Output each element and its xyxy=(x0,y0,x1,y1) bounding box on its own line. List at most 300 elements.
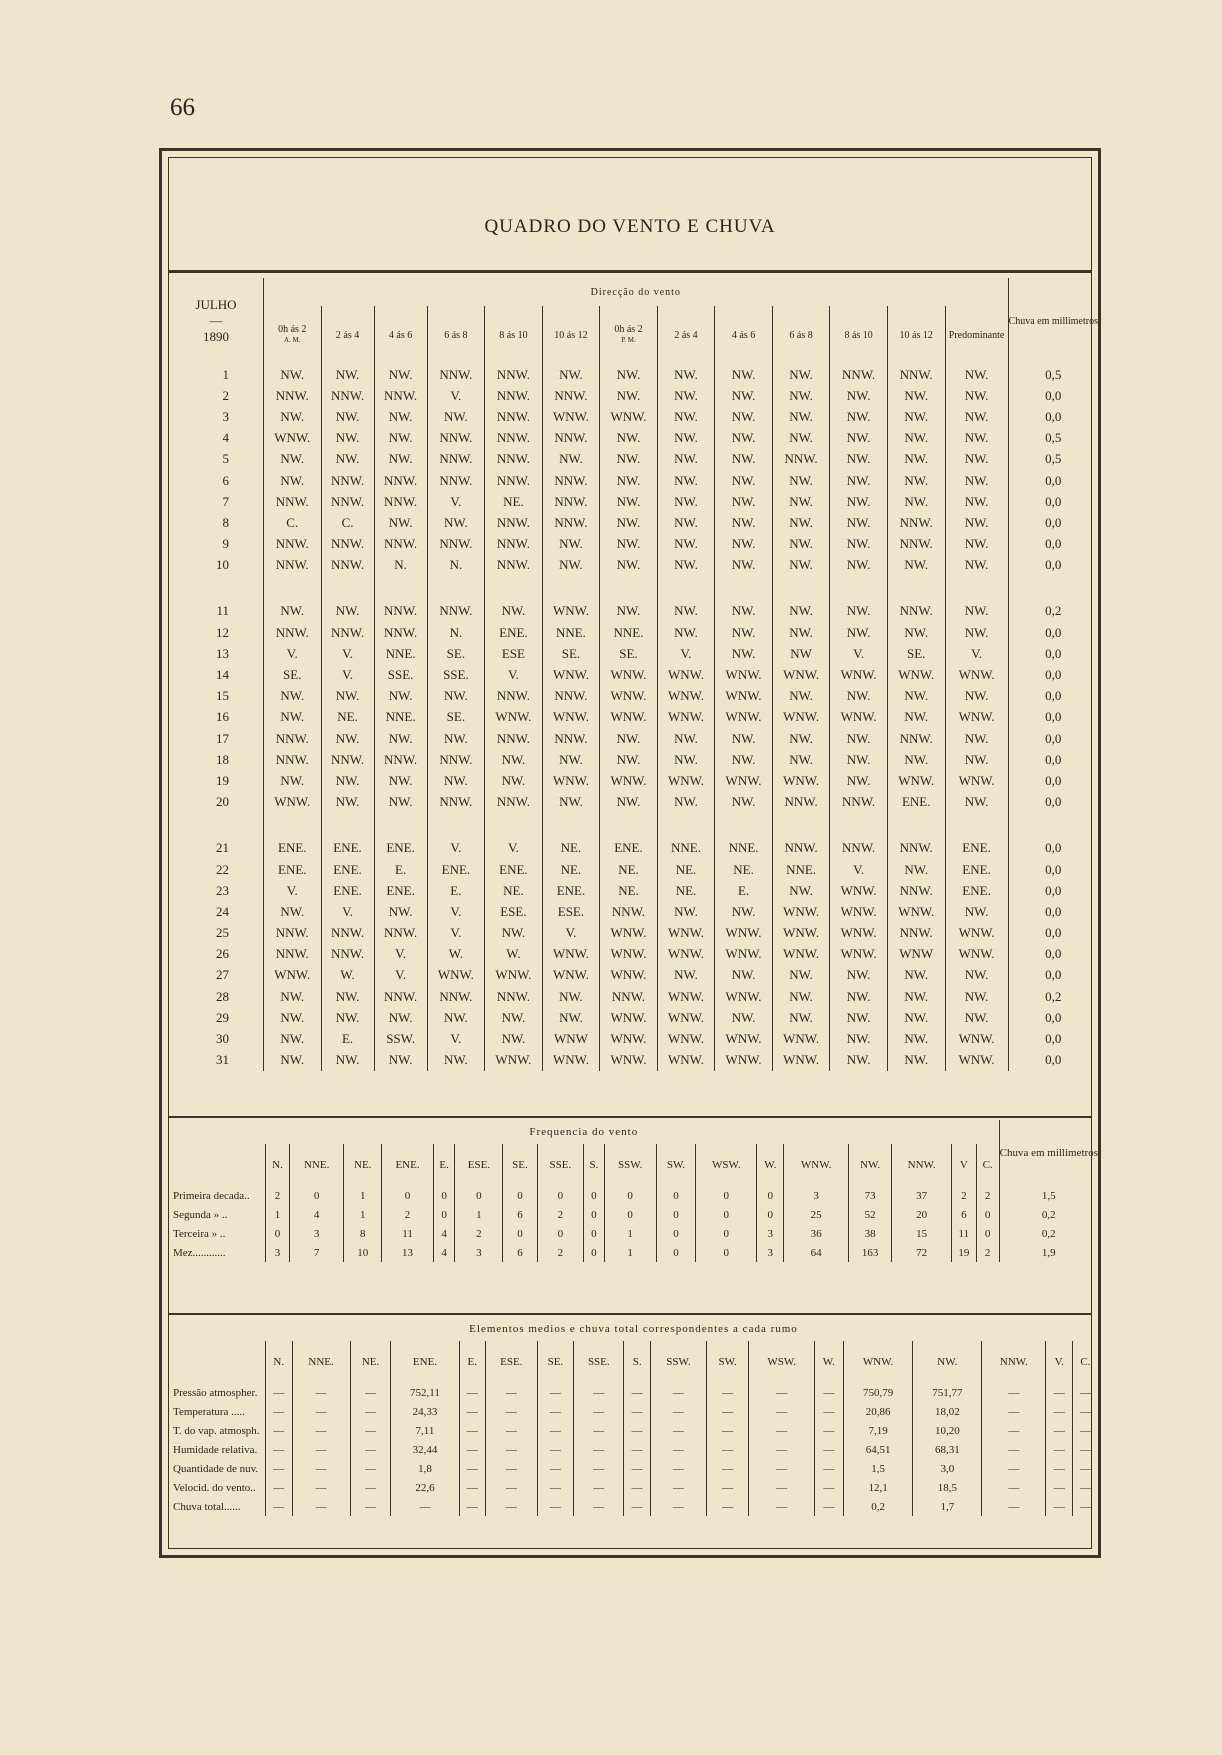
rain-cell: 0,0 xyxy=(1008,944,1098,965)
wind-cell: WNW. xyxy=(830,880,888,901)
wind-cell: NW. xyxy=(264,470,322,491)
element-cell: — xyxy=(292,1497,350,1516)
wind-cell: NW. xyxy=(772,512,830,533)
element-cell: — xyxy=(459,1402,486,1421)
freq-cell: 0 xyxy=(537,1224,584,1243)
wind-cell: NNE. xyxy=(715,838,773,859)
wind-cell: NW. xyxy=(374,1050,427,1071)
freq-cell: 0 xyxy=(656,1205,696,1224)
wind-cell: NW. xyxy=(772,728,830,749)
element-cell: — xyxy=(292,1478,350,1497)
table-row xyxy=(169,986,1098,1007)
element-cell: — xyxy=(650,1497,706,1516)
wind-cell: V. xyxy=(321,664,374,685)
direction-col-header: NE. xyxy=(350,1341,391,1383)
wind-cell: WNW. xyxy=(485,707,543,728)
element-cell: — xyxy=(706,1497,749,1516)
wind-cell: NW. xyxy=(542,534,600,555)
element-cell: — xyxy=(574,1478,624,1497)
wind-cell: WNW. xyxy=(542,707,600,728)
wind-cell: WNW. xyxy=(715,770,773,791)
table-row xyxy=(169,385,1098,406)
freq-cell: 6 xyxy=(503,1205,537,1224)
time-col-header xyxy=(600,306,658,364)
wind-cell: NW. xyxy=(427,770,485,791)
time-col-label: 2 ás 4 xyxy=(674,329,698,341)
wind-cell: NW. xyxy=(657,449,715,470)
wind-cell: V. xyxy=(830,859,888,880)
wind-cell: NW. xyxy=(264,406,322,427)
freq-cell: 0 xyxy=(656,1243,696,1262)
element-cell: — xyxy=(814,1421,843,1440)
wind-cell: NNW. xyxy=(485,449,543,470)
rain-cell: 0,5 xyxy=(1008,364,1098,385)
wind-cell: NW. xyxy=(374,686,427,707)
rain-cell: 0,0 xyxy=(1008,643,1098,664)
wind-cell: NNW. xyxy=(374,601,427,622)
wind-cell: NNW. xyxy=(321,923,374,944)
month-header: JULHO — 1890 xyxy=(195,297,237,344)
element-cell: — xyxy=(266,1421,293,1440)
divider xyxy=(169,270,1091,273)
wind-cell: NW. xyxy=(374,406,427,427)
wind-cell: NW. xyxy=(374,901,427,922)
wind-cell: NNW. xyxy=(427,986,485,1007)
wind-cell: WNW. xyxy=(657,770,715,791)
time-col-label: 4 ás 6 xyxy=(731,329,756,341)
element-cell: — xyxy=(624,1383,651,1402)
table-row xyxy=(169,965,1098,986)
wind-cell: NW xyxy=(772,643,830,664)
day-cell: 14 xyxy=(216,667,229,683)
wind-cell: NW. xyxy=(887,1028,945,1049)
wind-cell: WNW. xyxy=(830,901,888,922)
wind-cell: NNW. xyxy=(772,792,830,813)
wind-cell: NNW. xyxy=(542,512,600,533)
element-cell: — xyxy=(574,1383,624,1402)
wind-cell: NNW. xyxy=(321,385,374,406)
wind-cell: NNW. xyxy=(264,491,322,512)
wind-cell: NW. xyxy=(945,986,1008,1007)
freq-cell: 13 xyxy=(382,1243,434,1262)
rain-cell: 0,0 xyxy=(1008,923,1098,944)
wind-cell: NW. xyxy=(830,385,888,406)
rain-cell: 0,0 xyxy=(1008,686,1098,707)
wind-cell: NW. xyxy=(657,622,715,643)
wind-cell: NW. xyxy=(772,406,830,427)
wind-cell: NW. xyxy=(264,986,322,1007)
rain-cell: 1,5 xyxy=(999,1186,1098,1205)
wind-cell: NW. xyxy=(542,555,600,576)
element-cell: — xyxy=(1072,1402,1098,1421)
wind-cell: NW. xyxy=(657,470,715,491)
frequency-table xyxy=(169,1120,1098,1262)
element-cell: — xyxy=(459,1478,486,1497)
freq-cell: 0 xyxy=(290,1186,344,1205)
wind-cell: NW. xyxy=(427,1007,485,1028)
element-cell: — xyxy=(749,1497,814,1516)
day-cell: 12 xyxy=(216,624,229,640)
wind-cell: E. xyxy=(374,859,427,880)
day-cell: 16 xyxy=(216,709,229,725)
rain-cell: 0,0 xyxy=(1008,728,1098,749)
day-cell: 9 xyxy=(222,536,229,552)
wind-cell: V. xyxy=(945,643,1008,664)
freq-cell: 0 xyxy=(757,1205,784,1224)
wind-cell: NW. xyxy=(427,406,485,427)
wind-cell: NW. xyxy=(945,512,1008,533)
table-row xyxy=(169,1497,1098,1516)
month-label: JULHO xyxy=(195,297,237,312)
day-cell: 15 xyxy=(216,688,229,704)
wind-cell: NW. xyxy=(945,686,1008,707)
wind-cell: NW. xyxy=(887,707,945,728)
year-label: 1890 xyxy=(203,329,229,344)
freq-cell: 0 xyxy=(696,1205,757,1224)
wind-cell: WNW. xyxy=(542,601,600,622)
wind-cell: WNW. xyxy=(945,923,1008,944)
wind-cell: NW. xyxy=(374,428,427,449)
day-cell: 22 xyxy=(216,861,229,877)
day-cell: 23 xyxy=(216,882,229,898)
element-cell: 7,19 xyxy=(843,1421,912,1440)
element-cell: — xyxy=(350,1459,391,1478)
wind-cell: NW. xyxy=(830,986,888,1007)
wind-cell: ENE. xyxy=(264,838,322,859)
wind-cell: NW. xyxy=(657,728,715,749)
direction-col-header: NE. xyxy=(344,1144,382,1186)
table-row xyxy=(169,534,1098,555)
wind-cell: NW. xyxy=(887,749,945,770)
wind-cell: WNW. xyxy=(600,1050,658,1071)
wind-cell: W. xyxy=(427,944,485,965)
wind-cell: C. xyxy=(321,512,374,533)
element-cell: — xyxy=(624,1497,651,1516)
wind-cell: WNW. xyxy=(600,686,658,707)
freq-cell: 3 xyxy=(757,1243,784,1262)
wind-cell: NNE. xyxy=(374,643,427,664)
wind-cell: NNW. xyxy=(374,534,427,555)
element-cell: — xyxy=(982,1402,1046,1421)
rain-cell: 0,0 xyxy=(1008,664,1098,685)
element-cell: — xyxy=(749,1459,814,1478)
element-cell: 18,02 xyxy=(913,1402,982,1421)
wind-cell: NW. xyxy=(715,792,773,813)
table-row xyxy=(169,1440,1098,1459)
day-cell: 10 xyxy=(216,557,229,573)
element-cell: — xyxy=(706,1478,749,1497)
wind-cell: WNW. xyxy=(657,944,715,965)
direction-col-header: S. xyxy=(584,1144,604,1186)
freq-cell: 0 xyxy=(604,1186,656,1205)
freq-cell: 1 xyxy=(344,1205,382,1224)
wind-cell: NW. xyxy=(427,686,485,707)
direction-col-header: N. xyxy=(266,1144,290,1186)
direction-col-header: NW. xyxy=(848,1144,891,1186)
rain-cell: 0,0 xyxy=(1008,622,1098,643)
wind-cell: NW. xyxy=(427,1050,485,1071)
element-cell: — xyxy=(814,1402,843,1421)
element-cell: — xyxy=(624,1402,651,1421)
wind-cell: NW. xyxy=(830,406,888,427)
wind-cell: NW. xyxy=(830,1028,888,1049)
wind-cell: NNE. xyxy=(657,838,715,859)
wind-cell: NNW. xyxy=(542,385,600,406)
freq-cell: 0 xyxy=(696,1243,757,1262)
rain-cell: 0,0 xyxy=(1008,770,1098,791)
table-row xyxy=(169,491,1098,512)
element-cell: — xyxy=(749,1478,814,1497)
wind-cell: NW. xyxy=(264,707,322,728)
freq-cell: 3 xyxy=(266,1243,290,1262)
rain-cell: 0,0 xyxy=(1008,406,1098,427)
element-cell: 1,8 xyxy=(391,1459,459,1478)
time-col-label: 6 ás 8 xyxy=(444,329,468,341)
wind-cell: NW. xyxy=(772,364,830,385)
freq-cell: 0 xyxy=(584,1224,604,1243)
wind-cell: NE. xyxy=(542,838,600,859)
wind-cell: NNE. xyxy=(374,707,427,728)
wind-cell: N. xyxy=(427,555,485,576)
period-label: P. M. xyxy=(621,336,636,344)
rain-cell: 0,5 xyxy=(1008,428,1098,449)
wind-cell: NE. xyxy=(321,707,374,728)
direction-col-header: SE. xyxy=(537,1341,574,1383)
table-row xyxy=(169,1050,1098,1071)
wind-cell: ESE. xyxy=(542,901,600,922)
wind-cell: NW. xyxy=(485,923,543,944)
wind-cell: NNW. xyxy=(427,428,485,449)
wind-cell: NW. xyxy=(715,749,773,770)
freq-cell: 0 xyxy=(537,1186,584,1205)
table-row xyxy=(169,1028,1098,1049)
wind-cell: NNW. xyxy=(321,944,374,965)
wind-cell: NNW. xyxy=(427,364,485,385)
rain-cell: 0,0 xyxy=(1008,385,1098,406)
wind-cell: NW. xyxy=(772,965,830,986)
element-cell: — xyxy=(486,1402,538,1421)
element-cell: — xyxy=(537,1421,574,1440)
wind-cell: NW. xyxy=(485,749,543,770)
wind-cell: V. xyxy=(427,838,485,859)
wind-cell: NW. xyxy=(830,1007,888,1028)
wind-cell: WNW. xyxy=(715,1028,773,1049)
day-cell: 11 xyxy=(216,603,229,619)
wind-cell: NNW. xyxy=(427,792,485,813)
wind-cell: WNW xyxy=(542,1028,600,1049)
wind-cell: NW. xyxy=(374,728,427,749)
wind-cell: WNW. xyxy=(945,944,1008,965)
wind-cell: NW. xyxy=(657,491,715,512)
wind-cell: WNW. xyxy=(945,707,1008,728)
table-row xyxy=(169,664,1098,685)
wind-cell: NNW. xyxy=(485,470,543,491)
wind-cell: NNW. xyxy=(264,622,322,643)
freq-cell: 8 xyxy=(344,1224,382,1243)
wind-cell: NNW. xyxy=(542,728,600,749)
element-cell: — xyxy=(1072,1421,1098,1440)
wind-cell: NW. xyxy=(945,622,1008,643)
wind-cell: WNW. xyxy=(264,428,322,449)
time-col-header xyxy=(830,306,888,364)
direction-col-header: SSW. xyxy=(650,1341,706,1383)
freq-cell: 1 xyxy=(344,1186,382,1205)
element-cell: — xyxy=(1046,1440,1073,1459)
element-cell: — xyxy=(350,1421,391,1440)
table-row xyxy=(169,944,1098,965)
time-col-header xyxy=(485,306,543,364)
freq-cell: 2 xyxy=(976,1243,999,1262)
wind-cell: NNW. xyxy=(374,749,427,770)
rain-cell: 0,0 xyxy=(1008,1050,1098,1071)
time-col-label: 6 ás 8 xyxy=(789,329,813,341)
time-col-label: 8 ás 10 xyxy=(499,329,528,341)
element-cell: — xyxy=(1072,1497,1098,1516)
wind-cell: NW. xyxy=(945,965,1008,986)
direction-col-header: SE. xyxy=(503,1144,537,1186)
direction-col-header: C. xyxy=(1072,1341,1098,1383)
freq-rain-header: Chuva em millimetros xyxy=(999,1120,1098,1186)
wind-cell: SE. xyxy=(264,664,322,685)
wind-cell: WNW. xyxy=(600,707,658,728)
wind-cell: NW. xyxy=(715,901,773,922)
direction-col-header: SSW. xyxy=(604,1144,656,1186)
wind-direction-table xyxy=(169,278,1098,1071)
wind-cell: V. xyxy=(264,880,322,901)
wind-cell: NNW. xyxy=(887,364,945,385)
wind-cell: NNW. xyxy=(485,792,543,813)
element-cell: — xyxy=(459,1421,486,1440)
element-cell: 12,1 xyxy=(843,1478,912,1497)
wind-cell: NNW. xyxy=(542,491,600,512)
table-row xyxy=(169,622,1098,643)
wind-cell: NNW. xyxy=(887,923,945,944)
wind-cell: NNW. xyxy=(374,923,427,944)
wind-cell: V. xyxy=(264,643,322,664)
wind-cell: WNW. xyxy=(887,770,945,791)
element-cell: 1,5 xyxy=(843,1459,912,1478)
element-cell: — xyxy=(574,1402,624,1421)
element-cell: — xyxy=(486,1478,538,1497)
direction-col-header: WNW. xyxy=(843,1341,912,1383)
wind-cell: NW. xyxy=(715,449,773,470)
predominant-header: Predominante xyxy=(945,306,1008,364)
wind-cell: NW. xyxy=(715,1007,773,1028)
wind-cell: NW. xyxy=(657,965,715,986)
element-cell: — xyxy=(1072,1383,1098,1402)
rain-cell: 0,0 xyxy=(1008,792,1098,813)
wind-cell: NW. xyxy=(321,601,374,622)
table-row xyxy=(169,901,1098,922)
wind-cell: WNW. xyxy=(485,1050,543,1071)
day-cell: 29 xyxy=(216,1009,229,1025)
element-cell: — xyxy=(486,1421,538,1440)
wind-cell: NW. xyxy=(945,491,1008,512)
wind-cell: NE. xyxy=(485,491,543,512)
wind-cell: NW. xyxy=(542,749,600,770)
wind-cell: NW. xyxy=(887,491,945,512)
wind-cell: NW. xyxy=(830,512,888,533)
day-cell: 2 xyxy=(222,387,229,403)
freq-cell: 15 xyxy=(892,1224,952,1243)
rain-cell: 0,0 xyxy=(1008,534,1098,555)
table-row xyxy=(169,364,1098,385)
wind-cell: E. xyxy=(427,880,485,901)
freq-cell: 2 xyxy=(266,1186,290,1205)
wind-cell: WNW. xyxy=(657,1007,715,1028)
element-cell: — xyxy=(650,1459,706,1478)
rain-header: Chuva em millimetros xyxy=(1008,278,1098,364)
wind-cell: NW. xyxy=(772,555,830,576)
wind-cell: NNW. xyxy=(374,470,427,491)
wind-cell: NW. xyxy=(600,601,658,622)
direction-col-header: NNW. xyxy=(892,1144,952,1186)
wind-cell: V. xyxy=(321,643,374,664)
wind-cell: NW. xyxy=(600,512,658,533)
element-cell: — xyxy=(706,1440,749,1459)
wind-cell: NW. xyxy=(945,601,1008,622)
wind-cell: NW. xyxy=(945,406,1008,427)
element-cell: — xyxy=(982,1421,1046,1440)
wind-cell: NW. xyxy=(321,364,374,385)
wind-cell: WNW. xyxy=(887,901,945,922)
element-cell: 3,0 xyxy=(913,1459,982,1478)
table-row xyxy=(169,1243,1098,1262)
wind-cell: NW. xyxy=(830,470,888,491)
wind-cell: NW. xyxy=(321,406,374,427)
wind-cell: WNW. xyxy=(657,707,715,728)
direction-col-header: N. xyxy=(266,1341,293,1383)
wind-direction-label: Direcção do vento xyxy=(590,286,681,298)
wind-cell: WNW. xyxy=(600,1028,658,1049)
wind-cell: NW. xyxy=(715,728,773,749)
table-frame xyxy=(159,148,1101,1558)
wind-cell: NW. xyxy=(715,470,773,491)
wind-cell: NW. xyxy=(830,686,888,707)
wind-cell: NW. xyxy=(945,385,1008,406)
wind-cell: NW. xyxy=(772,749,830,770)
wind-cell: NE. xyxy=(600,880,658,901)
row-label: Chuva total...... xyxy=(173,1500,241,1513)
freq-cell: 3 xyxy=(757,1224,784,1243)
wind-cell: SSE. xyxy=(427,664,485,685)
day-cell: 26 xyxy=(216,946,229,962)
wind-cell: WNW. xyxy=(542,944,600,965)
wind-cell: SE. xyxy=(427,643,485,664)
day-cell: 21 xyxy=(216,840,229,856)
wind-cell: NW. xyxy=(600,555,658,576)
wind-cell: NE. xyxy=(657,859,715,880)
element-cell: 751,77 xyxy=(913,1383,982,1402)
wind-cell: NNE. xyxy=(542,622,600,643)
wind-cell: NNW. xyxy=(485,686,543,707)
element-cell: — xyxy=(814,1459,843,1478)
direction-col-header: ESE. xyxy=(455,1144,503,1186)
element-cell: — xyxy=(350,1383,391,1402)
wind-cell: NNW. xyxy=(427,534,485,555)
element-cell: — xyxy=(459,1459,486,1478)
element-cell: — xyxy=(350,1402,391,1421)
direction-col-header: WSW. xyxy=(749,1341,814,1383)
wind-cell: V. xyxy=(321,901,374,922)
wind-cell: NNW. xyxy=(887,512,945,533)
period-label: A. M. xyxy=(284,336,301,344)
wind-cell: NW. xyxy=(945,749,1008,770)
table-row xyxy=(169,1186,1098,1205)
wind-cell: WNW. xyxy=(542,664,600,685)
element-cell: — xyxy=(706,1383,749,1402)
day-cell: 3 xyxy=(222,408,229,424)
